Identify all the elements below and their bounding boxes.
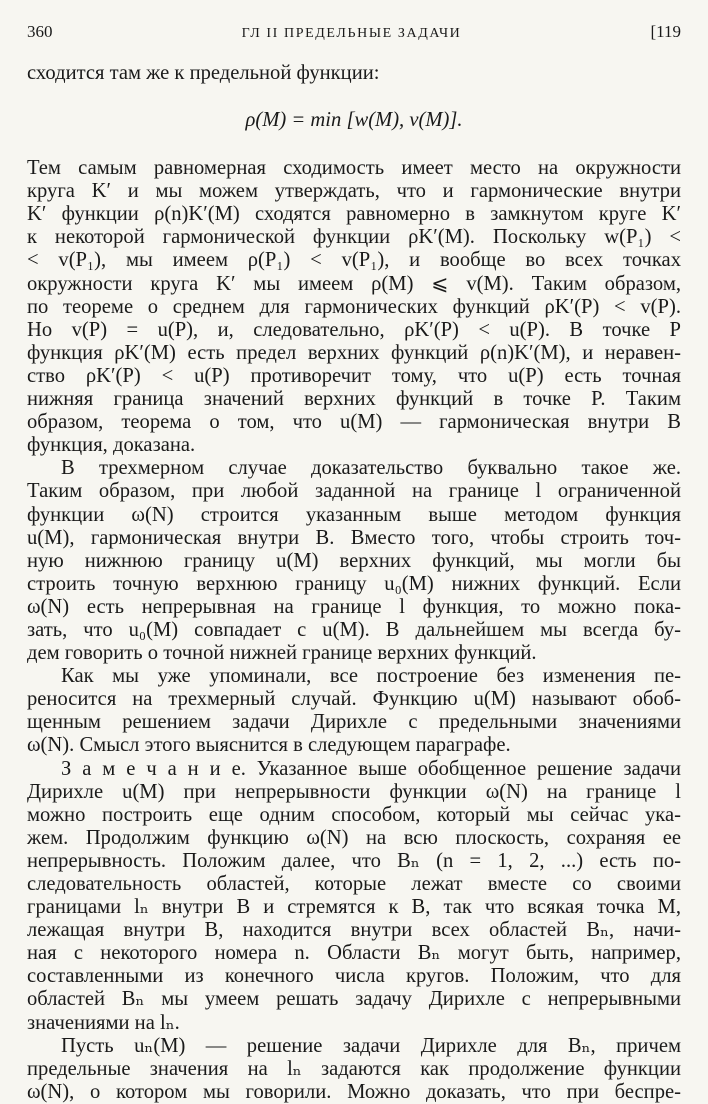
text-line: Дирихле u(M) при непрерывности функции ω(N) на границе l [27,780,681,803]
text-line: лежащая внутри B, находится внутри всех областей Bₙ, начи- [27,919,681,942]
text-line: Пусть uₙ(M) — решение задачи Дирихле для Bₙ, причем [61,1034,681,1057]
text-line: ная с некоторого номера n. Области Bₙ могут быть, например, [27,942,681,965]
text-line: Тем самым равномерная сходимость имеет место на окружности [27,157,681,180]
text-line: сходится там же к предельной функции: [27,62,380,84]
section-reference: [119 [650,22,681,41]
text-line: непрерывность. Положим далее, что Bₙ (n = 1, 2, ...) есть по- [27,849,681,872]
display-formula: ρ(M) = min [w(M), v(M)]. [245,109,463,132]
text-line: по теореме о среднем для гармонических функций ρK′(P) < v(P). [27,295,681,318]
text-line: ную нижнюю границу u(M) верхних функций, мы могли бы [27,549,681,572]
text-line: можно построить еще одним способом, который мы сейчас ука- [27,803,681,826]
text-line: ω(N), о котором мы говорили. Можно доказать, что при беспре- [27,1080,681,1103]
text-line: ω(N) есть непрерывная на границе l функция, то можно пока- [27,595,681,618]
chapter-title: ГЛ II ПРЕДЕЛЬНЫЕ ЗАДАЧИ [241,26,462,41]
text-line: K′ функции ρ(n)K′(M) сходятся равномерно в замкнутом круге K′ [27,203,681,226]
text-line: жем. Продолжим функцию ω(N) на всю плоскость, сохраняя ее [27,826,681,849]
text-line: строить точную верхнюю границу u₀(M) нижних функций. Если [27,572,681,595]
text-line: значениями на lₙ. [27,1011,180,1034]
text-line: Как мы уже упоминали, все построение без изменения пе- [61,665,681,688]
text-line: щенным решением задачи Дирихле с предельными значениями [27,711,681,734]
text-line: ω(N). Смысл этого выяснится в следующем параграфе. [27,734,511,757]
text-line: границами lₙ внутри B и стремятся к B, так что всякая точка M, [27,896,681,919]
text-line: функция, доказана. [27,434,196,457]
text-line: функции ω(N) строится указанным выше методом функция [27,503,681,526]
text-line: В трехмерном случае доказательство буквально такое же. [61,457,681,480]
text-line: ство ρK′(P) < u(P) противоречит тому, что u(P) есть точная [27,364,681,387]
text-line: Таким образом, при любой заданной на границе l ограниченной [27,480,681,503]
text-line: образом, теорема о том, что u(M) — гармоническая внутри B [27,411,681,434]
text-line: функция ρK′(M) есть предел верхних функций ρ(n)K′(M), и неравен- [27,341,681,364]
text-line: окружности круга K′ мы имеем ρ(M) ⩽ v(M). Таким образом, [27,272,681,295]
running-header [27,22,681,52]
page-number: 360 [27,22,53,41]
text-line: реносится на трехмерный случай. Функцию u(M) называют обоб- [27,688,681,711]
text-line: круга K′ и мы можем утверждать, что и гармонические внутри [27,180,681,203]
text-line: < v(P₁), мы имеем ρ(P₁) < v(P₁), и вообще во всех точках [27,249,681,272]
book-page [27,22,681,1104]
text-line: u(M), гармоническая внутри B. Вместо того, чтобы строить точ- [27,526,681,549]
text-line: областей Bₙ мы умеем решать задачу Дирихле с непрерывными [27,988,681,1011]
text-line: предельные значения на lₙ задаются как продолжение функции [27,1057,681,1080]
text-line: Но v(P) = u(P), и, следовательно, ρK′(P) < u(P). В точке P [27,318,681,341]
text-line: дем говорить о точной нижней границе верхних функций. [27,642,537,665]
body-text [27,62,681,1104]
text-line: к некоторой гармонической функции ρK′(M). Поскольку w(P₁) < [27,226,681,249]
text-line: следовательность областей, которые лежат вместе со своими [27,873,681,895]
text-line: нижняя граница значений верхних функций в точке P. Таким [27,388,681,411]
text-line: З а м е ч а н и е. Указанное выше обобщенное решение задачи [61,757,681,780]
text-line: составленными из конечного числа кругов. Положим, что для [27,965,681,988]
text-line: зать, что u₀(M) совпадает с u(M). В дальнейшем мы всегда бу- [27,618,681,641]
